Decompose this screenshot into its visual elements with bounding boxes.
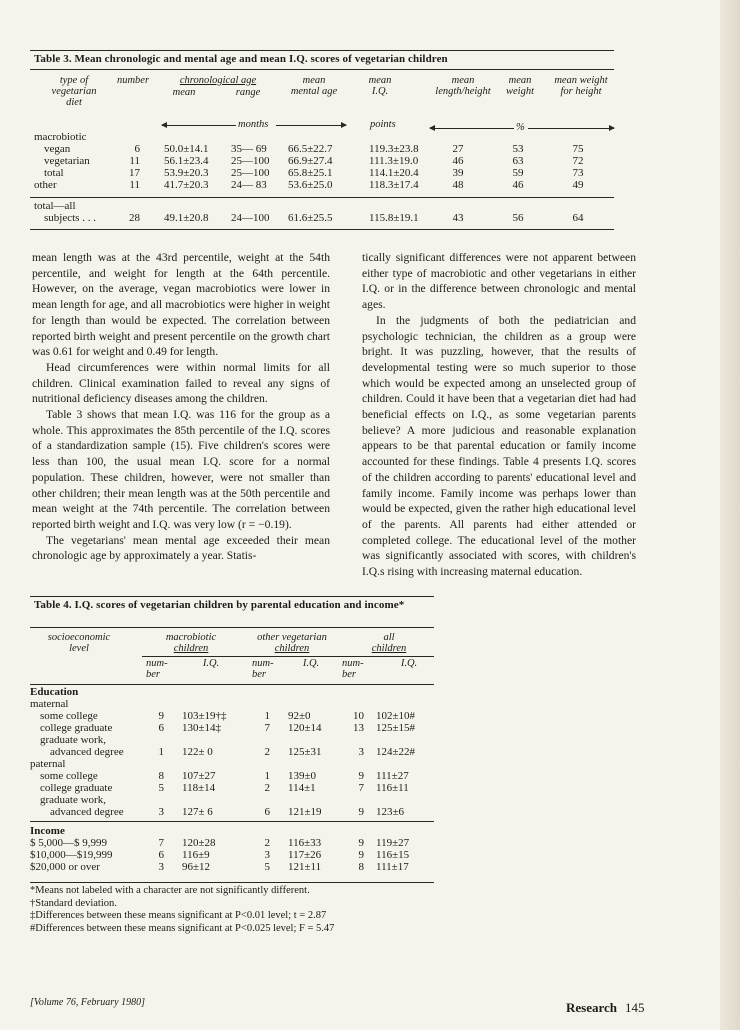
table3-cell-mental: 65.8±25.1 bbox=[288, 167, 333, 179]
table3-title-rule bbox=[30, 69, 614, 70]
table4-header-all-num: num- ber bbox=[342, 658, 364, 680]
paragraph: In the judgments of both the pediatrician and psychologic technician, the children as a group were bright. It was puzzling, however, that the results of developmental testing were so much superior to those which would be expected among an unselected group of children. Could it have been that a vegetarian diet had had beneficial effects on I.Q., as some vegetarian parents believe? A more judicious and reasonable explanation appears to be that parental education or family income accounted for these findings. Table 4 presents I.Q. scores of the children according to parents' educational level and family income. Family income was perhaps lower than would be expected, given the rather high educational level of the parents. All parents had either attended or completed college. The educational level of the mother was significantly associated with scores, with children's I.Q.s rising with increasing maternal education. bbox=[362, 313, 636, 579]
table3-header-iq: mean I.Q. bbox=[368, 75, 392, 97]
table3-header-chron: chronological age bbox=[179, 75, 257, 86]
table4-cell: 5 bbox=[158, 782, 164, 794]
table4-bottom-rule bbox=[30, 882, 434, 883]
table4-row-label: graduate work, bbox=[40, 734, 106, 746]
table4-header-other: other vegetarian children bbox=[257, 632, 327, 654]
table4-cell: 122± 0 bbox=[182, 746, 213, 758]
table4-row-label: college graduate bbox=[40, 782, 113, 794]
table4-cell: 3 bbox=[158, 806, 164, 818]
table4-cell: 117±26 bbox=[288, 849, 322, 861]
table4-cell: 7 bbox=[358, 782, 364, 794]
table4-cell: 5 bbox=[264, 861, 270, 873]
table3-cell-label: total bbox=[44, 167, 64, 179]
percent-arrow-right bbox=[528, 128, 614, 129]
table4-row-label: $10,000—$19,999 bbox=[30, 849, 113, 861]
table3-cell-mean: 56.1±23.4 bbox=[164, 155, 209, 167]
table4-row-label: some college bbox=[40, 710, 98, 722]
table4-cell: 139±0 bbox=[288, 770, 317, 782]
paragraph: The vegetarians' mean mental age exceeded their mean chronologic age by approximately a year. Statis- bbox=[32, 533, 330, 563]
months-arrow-left bbox=[162, 125, 236, 126]
table3-cell-n: 6 bbox=[134, 143, 140, 155]
table4-cell: 125±31 bbox=[288, 746, 322, 758]
section-name: Research bbox=[566, 1000, 618, 1015]
table3-cell-wfh: 75 bbox=[572, 143, 584, 155]
table4-cell: 6 bbox=[264, 806, 270, 818]
table3-cell-lh: 39 bbox=[452, 167, 464, 179]
table4-row-label: advanced degree bbox=[50, 806, 124, 818]
paragraph: mean length was at the 43rd percentile, weight at the 54th percentile, and weight for length at the 64th percentile. However, on the average, vegan macrobiotics were lower in mean length for age, and all macrobiotics were higher in weight for length than would be expected. The correlation between reported birth weight and present percentile on the growth chart was 0.61 for weight and 0.49 for length. bbox=[32, 251, 330, 359]
table4-cell: 9 bbox=[158, 710, 164, 722]
table4-header-other-num: num- ber bbox=[252, 658, 274, 680]
table3-bottom-rule bbox=[30, 229, 614, 230]
table4-header-all-iq: I.Q. bbox=[400, 658, 418, 669]
table3-total-lh: 43 bbox=[452, 212, 464, 224]
table4-cell: 114±1 bbox=[288, 782, 316, 794]
table3-cell-mental: 53.6±25.0 bbox=[288, 179, 333, 191]
table4-cell: 13 bbox=[353, 722, 364, 734]
table4-cell: 2 bbox=[264, 782, 270, 794]
table3-cell-mean: 53.9±20.3 bbox=[164, 167, 209, 179]
table3-top-rule bbox=[30, 50, 614, 51]
page-number: 145 bbox=[625, 1000, 645, 1015]
table3-cell-iq: 118.3±17.4 bbox=[369, 179, 419, 191]
table4-cell: 121±19 bbox=[288, 806, 322, 818]
table3-total-label1: total—all bbox=[34, 200, 76, 212]
table3-cell-lh: 48 bbox=[452, 179, 464, 191]
footnote: *Means not labeled with a character are not significantly different. bbox=[30, 885, 310, 896]
table3-total-mental: 61.6±25.5 bbox=[288, 212, 333, 224]
table3-total-wt: 56 bbox=[512, 212, 524, 224]
table4-cell: 7 bbox=[264, 722, 270, 734]
table3-cell-wt: 63 bbox=[512, 155, 524, 167]
table4-header-all: all children bbox=[371, 632, 407, 654]
table3-cell-wfh: 73 bbox=[572, 167, 584, 179]
table4-cell: 6 bbox=[158, 722, 164, 734]
table3-total-iq: 115.8±19.1 bbox=[369, 212, 419, 224]
table4-cell: 10 bbox=[353, 710, 364, 722]
table4-cell: 116±15 bbox=[376, 849, 410, 861]
table3-group-label: macrobiotic bbox=[34, 131, 87, 143]
journal-volume: [Volume 76, February 1980] bbox=[30, 997, 145, 1008]
table3-header-number: number bbox=[116, 75, 150, 86]
table4-cell: 121±11 bbox=[288, 861, 322, 873]
table3-header-type: type of vegetarian diet bbox=[51, 75, 97, 108]
table3-cell-n: 11 bbox=[129, 179, 140, 191]
table4-cell: 123±6 bbox=[376, 806, 405, 818]
table4-cell: 9 bbox=[358, 806, 364, 818]
percent-arrow-left bbox=[430, 128, 514, 129]
table3-cell-iq: 111.3±19.0 bbox=[369, 155, 419, 167]
table4-top-rule bbox=[30, 596, 434, 597]
table3-cell-wfh: 72 bbox=[572, 155, 584, 167]
table4-cell: 130±14‡ bbox=[182, 722, 222, 734]
table3-cell-wt: 46 bbox=[512, 179, 524, 191]
table3-cell-wt: 53 bbox=[512, 143, 524, 155]
table4-header-rule bbox=[30, 684, 434, 685]
table3-header-lh: mean length/height bbox=[435, 75, 491, 97]
table4-section-title: Education bbox=[30, 686, 79, 698]
footnote: †Standard deviation. bbox=[30, 897, 117, 909]
table3-cell-n: 11 bbox=[129, 155, 140, 167]
table3-cell-label: other bbox=[34, 179, 57, 191]
table4-cell: 1 bbox=[158, 746, 164, 758]
table3-cell-label: vegetarian bbox=[44, 155, 90, 167]
table3-header-wfh: mean weight for height bbox=[554, 75, 608, 97]
table3-cell-label: vegan bbox=[44, 143, 71, 155]
table4-row-label: some college bbox=[40, 770, 98, 782]
text-column-right bbox=[362, 250, 636, 580]
table4-header-macro: macrobiotic children bbox=[165, 632, 217, 654]
table4-cell: 116±33 bbox=[288, 837, 322, 849]
months-arrow-right bbox=[276, 125, 346, 126]
table4-section-rule bbox=[30, 821, 434, 822]
page-footer bbox=[566, 1000, 645, 1016]
table3-header-chron-mean: mean bbox=[172, 87, 196, 98]
table4-cell: 2 bbox=[264, 837, 270, 849]
table4-cell: 111±17 bbox=[376, 861, 409, 873]
table4-row-label: college graduate bbox=[40, 722, 113, 734]
table4-title: Table 4. I.Q. scores of vegetarian children by parental education and income* bbox=[34, 599, 405, 611]
unit-percent: % bbox=[516, 122, 525, 133]
table4-title-rule bbox=[30, 627, 434, 628]
table4-cell: 92±0 bbox=[288, 710, 311, 722]
paragraph: Table 3 shows that mean I.Q. was 116 for the group as a whole. This approximates the 85th percentile of the I.Q. scores of a standardization sample (15). Five children's scores were less than 100, the usual mean I.Q. score for a normal population. These children, however, were not smaller than other children; their mean length was at the 50th percentile and mean weight at the 74th percentile. The correlation between reported birth weight and I.Q. was very low (r = −0.19). bbox=[32, 408, 330, 531]
table4-cell: 119±27 bbox=[376, 837, 410, 849]
table4-footnotes bbox=[30, 885, 450, 935]
table3-total-rule bbox=[30, 197, 614, 198]
page-edge bbox=[720, 0, 740, 1030]
table4-row-label: advanced degree bbox=[50, 746, 124, 758]
table3-cell-wfh: 49 bbox=[572, 179, 584, 191]
paragraph: tically significant differences were not apparent between either type of macrobiotic and other vegetarians in either I.Q. or in the difference between chronologic and mental ages. bbox=[362, 251, 636, 312]
table4-row-label: $ 5,000—$ 9,999 bbox=[30, 837, 107, 849]
table4-row-label: $20,000 or over bbox=[30, 861, 100, 873]
table4-header-macro-num: num- ber bbox=[146, 658, 168, 680]
table3-cell-n: 17 bbox=[129, 167, 140, 179]
table4-row-label: graduate work, bbox=[40, 794, 106, 806]
table3-title: Table 3. Mean chronologic and mental age and mean I.Q. scores of vegetarian children bbox=[34, 53, 448, 65]
table3-total-wfh: 64 bbox=[572, 212, 584, 224]
table4-cell: 8 bbox=[158, 770, 164, 782]
table4-header-macro-iq: I.Q. bbox=[202, 658, 220, 669]
table3-total-mean: 49.1±20.8 bbox=[164, 212, 209, 224]
table3-total-n: 28 bbox=[129, 212, 140, 224]
table3-total-label2: subjects . . . bbox=[44, 212, 96, 224]
unit-points: points bbox=[370, 119, 396, 130]
table4-header-other-iq: I.Q. bbox=[302, 658, 320, 669]
table4-section-title: Income bbox=[30, 825, 65, 837]
table3-cell-mean: 41.7±20.3 bbox=[164, 179, 209, 191]
text-column-left bbox=[32, 250, 330, 564]
table4-cell: 9 bbox=[358, 770, 364, 782]
table4-row-label: maternal bbox=[30, 698, 69, 710]
table3-cell-range: 35— 69 bbox=[231, 143, 267, 155]
table4-cell: 8 bbox=[358, 861, 364, 873]
table4-cell: 1 bbox=[264, 770, 270, 782]
table4-cell: 116±9 bbox=[182, 849, 210, 861]
unit-months: months bbox=[238, 119, 269, 130]
table4-cell: 7 bbox=[158, 837, 164, 849]
table4-cell: 6 bbox=[158, 849, 164, 861]
table4-cell: 120±14 bbox=[288, 722, 322, 734]
table4-cell: 9 bbox=[358, 837, 364, 849]
table4-cell: 96±12 bbox=[182, 861, 211, 873]
table3-cell-mental: 66.9±27.4 bbox=[288, 155, 333, 167]
table4-cell: 103±19†‡ bbox=[182, 710, 227, 722]
footnote: ‡Differences between these means significant at P<0.01 level; t = 2.87 bbox=[30, 910, 327, 921]
table4-row-label: paternal bbox=[30, 758, 66, 770]
table3-cell-range: 25—100 bbox=[231, 167, 270, 179]
table4-cell: 120±28 bbox=[182, 837, 216, 849]
paragraph: Head circumferences were within normal limits for all children. Clinical examination failed to reveal any signs of nutritional deficiency diseases among the children. bbox=[32, 360, 330, 406]
table4-cell: 127± 6 bbox=[182, 806, 213, 818]
table4-cell: 1 bbox=[264, 710, 270, 722]
table4-cell: 107±27 bbox=[182, 770, 216, 782]
table4-header-soc: socioeconomic level bbox=[47, 632, 111, 654]
table4-cell: 118±14 bbox=[182, 782, 216, 794]
table3-header-mental: mean mental age bbox=[290, 75, 338, 97]
table4-cell: 3 bbox=[158, 861, 164, 873]
table3-cell-iq: 114.1±20.4 bbox=[369, 167, 419, 179]
table3-cell-mental: 66.5±22.7 bbox=[288, 143, 333, 155]
table4-cell: 125±15# bbox=[376, 722, 416, 734]
table4-cell: 3 bbox=[264, 849, 270, 861]
table3-cell-iq: 119.3±23.8 bbox=[369, 143, 419, 155]
table4-subheader-rule bbox=[142, 656, 434, 657]
table3-cell-lh: 27 bbox=[452, 143, 464, 155]
table3-cell-wt: 59 bbox=[512, 167, 524, 179]
table4-cell: 124±22# bbox=[376, 746, 416, 758]
table3-cell-range: 25—100 bbox=[231, 155, 270, 167]
table3-cell-range: 24— 83 bbox=[231, 179, 267, 191]
table3-total-range: 24—100 bbox=[231, 212, 270, 224]
table4-cell: 2 bbox=[264, 746, 270, 758]
table3-header-chron-range: range bbox=[235, 87, 261, 98]
table4-cell: 3 bbox=[358, 746, 364, 758]
table4-cell: 9 bbox=[358, 849, 364, 861]
table3-cell-mean: 50.0±14.1 bbox=[164, 143, 209, 155]
table4-cell: 116±11 bbox=[376, 782, 409, 794]
table4-cell: 102±10# bbox=[376, 710, 416, 722]
footnote: #Differences between these means significant at P<0.025 level; F = 5.47 bbox=[30, 922, 335, 934]
table3-header-weight: mean weight bbox=[506, 75, 534, 97]
table3-cell-lh: 46 bbox=[452, 155, 464, 167]
table4-cell: 111±27 bbox=[376, 770, 409, 782]
